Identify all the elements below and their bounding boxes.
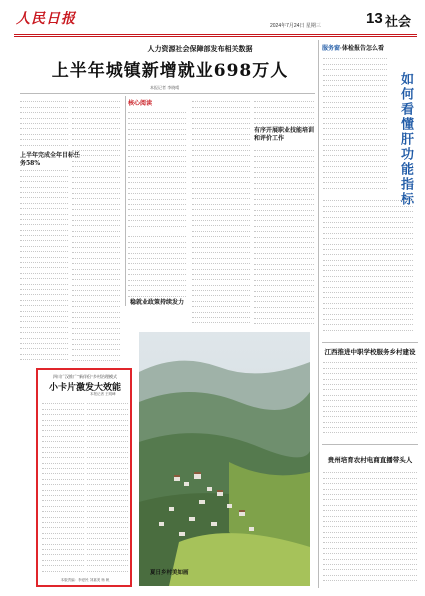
lead-subhead-mid: 稳就业政策持续发力 (130, 299, 185, 306)
lead-col-3 (128, 232, 186, 297)
service-window-topic: ·体检报告怎么看 (340, 46, 385, 52)
column-divider (125, 96, 126, 306)
lead-subhead-left: 上半年完成全年目标任务58% (20, 152, 81, 167)
service-window-header (322, 43, 384, 52)
guizhou-title: 贵州培育农村电商直播带头人 (327, 456, 413, 464)
jiangxi-title: 江西推进中职学校服务乡村建设 (324, 348, 416, 356)
village-landscape-image (139, 332, 310, 586)
lead-headline: 上半年城镇新增就业698万人 (51, 61, 289, 81)
box-col-2 (87, 399, 128, 575)
lead-kicker: 人力资源社会保障部发布相关数据 (147, 44, 253, 53)
service-window-tag: 服务窗 (322, 46, 341, 52)
lead-col-1a (20, 97, 68, 150)
lead-col-5a (254, 97, 314, 125)
headline-divider (20, 93, 315, 94)
liver-function-title: 如何看懂肝功能指标 (398, 72, 413, 207)
village-photo (139, 332, 310, 586)
lead-col-5b (254, 146, 314, 328)
date-line: 2024年7月24日 星期三 (270, 23, 321, 29)
core-reading-tag: 核心阅读 (128, 100, 153, 107)
right-col-text-mid (323, 196, 413, 336)
lead-col-4 (192, 97, 250, 327)
right-box2-divider (322, 444, 418, 445)
guizhou-text (323, 468, 417, 586)
lead-byline: 本报记者 李晓晴 (150, 85, 180, 90)
lead-subhead-right: 有序开展职业技能培训和评价工作 (254, 127, 315, 142)
masthead-rule-thin (14, 36, 417, 37)
box-title: 小卡片激发大效能 (48, 383, 121, 393)
core-reading-text (128, 108, 186, 228)
right-col-text-top (323, 54, 387, 192)
photo-caption: 夏日乡村美如画 (150, 570, 189, 576)
lead-col-2 (72, 97, 120, 363)
box-kicker: 四川广汉推广“新伴侣”乡村治理模式 (52, 374, 118, 379)
masthead-rule (14, 34, 417, 35)
jiangxi-text (323, 358, 417, 438)
right-box1-divider (322, 342, 418, 343)
page-number: 13 (366, 10, 383, 27)
newspaper-logo: 人民日报 (16, 11, 76, 27)
box-byline: 本报记者 王明峰 (90, 392, 116, 396)
right-column-divider (318, 40, 319, 588)
box-col-1 (42, 399, 84, 575)
lead-col-1b (20, 166, 68, 362)
section-name: 社会 (385, 15, 412, 30)
box-footer: 本版责编：李爱民 刘嘉美 杨 帆 (60, 578, 110, 582)
